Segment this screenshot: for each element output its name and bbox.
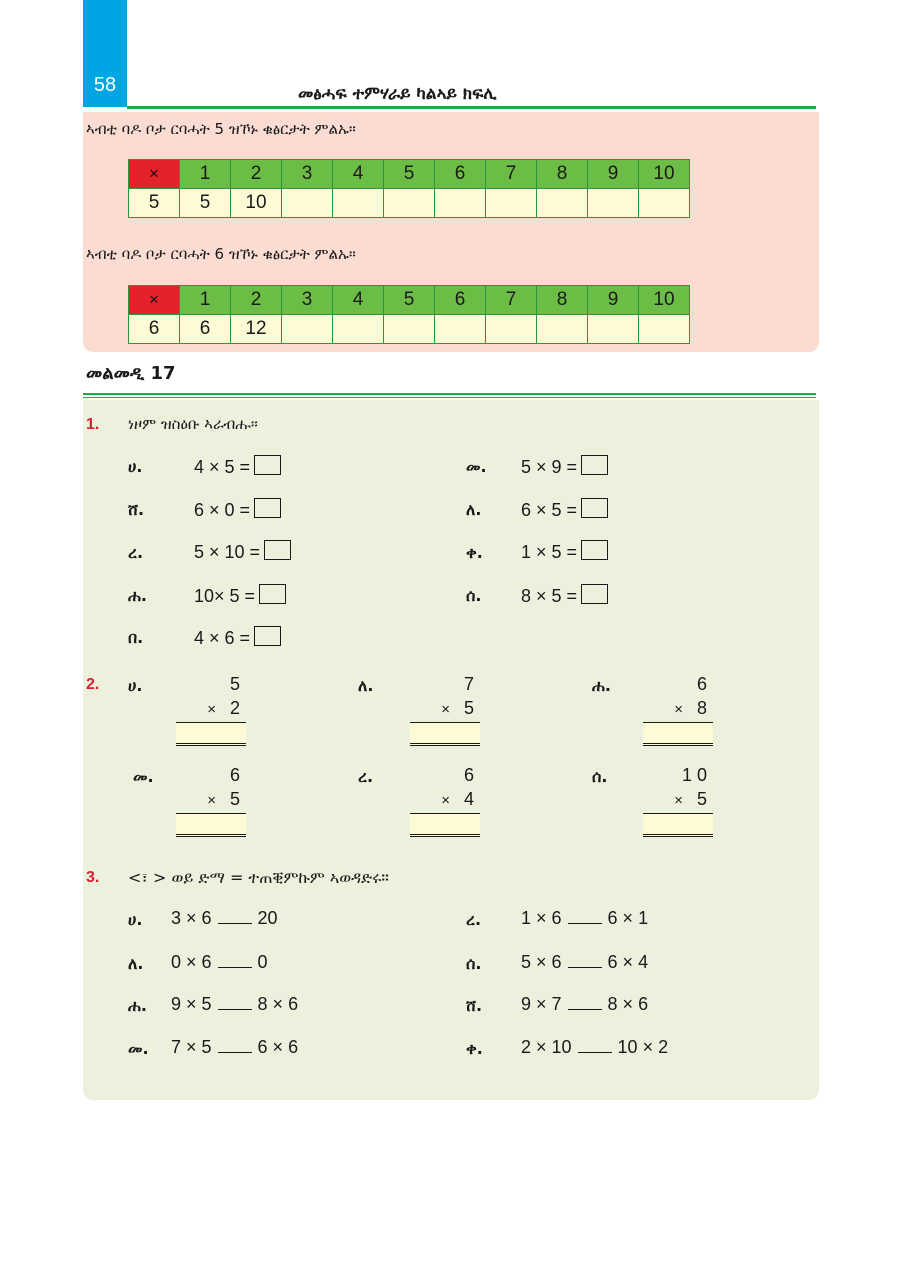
header-cell: 5 [384, 160, 435, 189]
expression: 5 × 10 = [194, 542, 261, 562]
vertical-multiplication [643, 765, 713, 837]
answer-cell[interactable]: 6 [180, 315, 231, 344]
row-label-cell: 6 [129, 315, 180, 344]
expression: 10× 5 = [194, 586, 256, 606]
answer-box[interactable] [259, 584, 286, 604]
left-expression: 7 × 5 [171, 1037, 212, 1057]
multiplicand: 5 [229, 674, 240, 694]
answer-box[interactable] [581, 584, 608, 604]
times-sign: × [441, 701, 450, 718]
question-3-text: <፣ > ወይ ድማ = ተጠቒምኩም ኣወዳድሩ። [128, 868, 389, 887]
multiplicand: 6 [696, 674, 707, 694]
answer-space[interactable] [176, 723, 246, 746]
item-letter: ሸ. [128, 500, 145, 519]
comparison-item [521, 1037, 668, 1058]
left-expression: 9 × 5 [171, 994, 212, 1014]
table1-instruction: ኣብቲ ባዶ ቦታ ርባሓት 5 ዝኾኑ ቁፅርታት ምልኡ። [86, 120, 356, 138]
row-label-cell: 5 [129, 189, 180, 218]
item-letter: ረ. [466, 910, 482, 929]
multiplier: 4 [463, 789, 474, 809]
answer-cell[interactable] [486, 315, 537, 344]
section-divider [83, 393, 816, 395]
item-letter: ሐ. [128, 996, 147, 1015]
question-number-1: 1. [86, 416, 100, 433]
header-cell: 1 [180, 160, 231, 189]
multiplication-item [521, 455, 608, 478]
item-letter: ለ. [128, 954, 144, 973]
item-letter: መ. [128, 1039, 149, 1058]
header-cell: 10 [639, 286, 690, 315]
left-expression: 5 × 6 [521, 952, 562, 972]
exercise-title: መልመዲ 17 [86, 363, 176, 384]
table2-instruction: ኣብቲ ባዶ ቦታ ርባሓት 6 ዝኾኑ ቁፅርታት ምልኡ። [86, 245, 356, 263]
expression: 8 × 5 = [521, 586, 578, 606]
multiplier: 5 [696, 789, 707, 809]
answer-cell[interactable] [333, 315, 384, 344]
times-sign: × [207, 701, 216, 718]
item-letter: ሀ. [128, 457, 143, 476]
right-expression: 0 [257, 952, 268, 972]
answer-cell[interactable] [435, 189, 486, 218]
times-sign: × [441, 792, 450, 809]
multiplier-row [176, 698, 246, 723]
item-letter: ለ. [466, 500, 482, 519]
comparison-blank[interactable] [578, 1038, 612, 1053]
page-number-tab [83, 0, 127, 107]
header-cell: 3 [282, 286, 333, 315]
comparison-blank[interactable] [568, 909, 602, 924]
answer-box[interactable] [254, 626, 281, 646]
item-letter: ሐ. [592, 676, 611, 695]
multiplicand: 7 [463, 674, 474, 694]
multiplication-item [194, 540, 291, 563]
multiplier-row [410, 698, 480, 723]
multiplication-table-5 [128, 159, 690, 218]
answer-box[interactable] [264, 540, 291, 560]
right-expression: 8 × 6 [607, 994, 649, 1014]
left-expression: 1 × 6 [521, 908, 562, 928]
item-letter: ሸ. [466, 996, 483, 1015]
comparison-item [171, 1037, 298, 1058]
answer-box[interactable] [581, 540, 608, 560]
comparison-item [521, 994, 648, 1015]
expression: 6 × 5 = [521, 500, 578, 520]
multiplier-row [176, 789, 246, 814]
comparison-blank[interactable] [218, 909, 252, 924]
multiplier-row [643, 789, 713, 814]
item-letter: ረ. [358, 767, 374, 786]
header-cell: 3 [282, 160, 333, 189]
left-expression: 2 × 10 [521, 1037, 572, 1057]
item-letter: መ. [466, 457, 487, 476]
expression: 4 × 5 = [194, 457, 251, 477]
header-cell: 8 [537, 286, 588, 315]
comparison-item [171, 952, 268, 973]
comparison-blank[interactable] [568, 995, 602, 1010]
item-letter: መ. [133, 767, 154, 786]
item-letter: ሐ. [128, 586, 147, 605]
multiplication-item [194, 626, 281, 649]
header-cell: 4 [333, 160, 384, 189]
answer-space[interactable] [176, 814, 246, 837]
right-expression: 10 × 2 [617, 1037, 669, 1057]
answer-space[interactable] [643, 814, 713, 837]
item-letter: ሰ. [466, 586, 482, 605]
vertical-multiplication [410, 674, 480, 746]
times-sign: × [674, 701, 683, 718]
header-cell: 8 [537, 160, 588, 189]
header-cell: 5 [384, 286, 435, 315]
item-letter: ቀ. [466, 543, 483, 562]
header-cell: 1 [180, 286, 231, 315]
multiplication-item [521, 498, 608, 521]
header-cell: 10 [639, 160, 690, 189]
multiplicand: 6 [463, 765, 474, 785]
expression: 5 × 9 = [521, 457, 578, 477]
multiply-symbol-cell: × [129, 160, 180, 189]
item-letter: ሀ. [128, 910, 143, 929]
header-cell: 2 [231, 286, 282, 315]
multiplier: 8 [696, 698, 707, 718]
multiplication-item [521, 584, 608, 607]
multiplicand: 1 0 [681, 765, 707, 785]
multiplication-item [194, 584, 286, 607]
expression: 4 × 6 = [194, 628, 251, 648]
expression: 1 × 5 = [521, 542, 578, 562]
multiplier-row [643, 698, 713, 723]
comparison-item [171, 994, 298, 1015]
multiplicand: 6 [229, 765, 240, 785]
expression: 6 × 0 = [194, 500, 251, 520]
header-cell: 7 [486, 160, 537, 189]
header-cell: 9 [588, 286, 639, 315]
item-letter: ሰ. [466, 954, 482, 973]
answer-cell[interactable] [639, 315, 690, 344]
comparison-blank[interactable] [568, 953, 602, 968]
item-letter: ሀ. [128, 676, 143, 695]
multiplication-item [194, 455, 281, 478]
page-number: 58 [93, 74, 117, 96]
right-expression: 20 [257, 908, 278, 928]
answer-cell[interactable] [486, 189, 537, 218]
multiplier-row [410, 789, 480, 814]
header-cell: 6 [435, 160, 486, 189]
answer-cell[interactable] [282, 189, 333, 218]
multiplication-table-6 [128, 285, 690, 344]
multiplication-item [194, 498, 281, 521]
question-1-text: ነዞም ዝስዕቡ ኣራብሑ። [128, 415, 258, 433]
comparison-blank[interactable] [218, 953, 252, 968]
right-expression: 6 × 4 [607, 952, 649, 972]
left-expression: 0 × 6 [171, 952, 212, 972]
answer-cell[interactable] [282, 315, 333, 344]
header-cell: 2 [231, 160, 282, 189]
vertical-multiplication [643, 674, 713, 746]
answer-box[interactable] [581, 455, 608, 475]
answer-cell[interactable] [384, 315, 435, 344]
answer-box[interactable] [254, 455, 281, 475]
times-sign: × [207, 792, 216, 809]
comparison-blank[interactable] [218, 995, 252, 1010]
question-number-2: 2. [86, 676, 100, 693]
item-letter: ቀ. [466, 1039, 483, 1058]
answer-cell[interactable] [435, 315, 486, 344]
vertical-multiplication [410, 765, 480, 837]
answer-cell[interactable] [588, 189, 639, 218]
answer-space[interactable] [410, 814, 480, 837]
vertical-multiplication [176, 765, 246, 837]
comparison-item [171, 908, 278, 929]
item-letter: ሰ. [592, 767, 608, 786]
section-divider-thin [83, 397, 816, 398]
comparison-blank[interactable] [218, 1038, 252, 1053]
answer-cell[interactable]: 12 [231, 315, 282, 344]
multiplier: 2 [229, 698, 240, 718]
answer-cell[interactable] [333, 189, 384, 218]
answer-cell[interactable] [537, 315, 588, 344]
right-expression: 6 × 6 [257, 1037, 299, 1057]
multiplier: 5 [229, 789, 240, 809]
answer-cell[interactable] [537, 189, 588, 218]
header-cell: 6 [435, 286, 486, 315]
header-cell: 9 [588, 160, 639, 189]
multiplier: 5 [463, 698, 474, 718]
times-sign: × [674, 792, 683, 809]
left-expression: 9 × 7 [521, 994, 562, 1014]
multiplication-item [521, 540, 608, 563]
answer-space[interactable] [643, 723, 713, 746]
answer-space[interactable] [410, 723, 480, 746]
answer-cell[interactable]: 5 [180, 189, 231, 218]
header-cell: 7 [486, 286, 537, 315]
header-cell: 4 [333, 286, 384, 315]
multiply-symbol-cell: × [129, 286, 180, 315]
answer-cell[interactable] [384, 189, 435, 218]
item-letter: ለ. [358, 676, 374, 695]
answer-box[interactable] [581, 498, 608, 518]
answer-cell[interactable] [588, 315, 639, 344]
right-expression: 6 × 1 [607, 908, 649, 928]
answer-box[interactable] [254, 498, 281, 518]
left-expression: 3 × 6 [171, 908, 212, 928]
item-letter: በ. [128, 628, 144, 647]
answer-cell[interactable]: 10 [231, 189, 282, 218]
header-divider [127, 106, 816, 109]
right-expression: 8 × 6 [257, 994, 299, 1014]
vertical-multiplication [176, 674, 246, 746]
answer-cell[interactable] [639, 189, 690, 218]
book-title: መፅሓፍ ተምሃራይ ካልኣይ ክፍሊ [298, 84, 497, 104]
item-letter: ረ. [128, 543, 144, 562]
question-number-3: 3. [86, 869, 100, 886]
comparison-item [521, 952, 648, 973]
comparison-item [521, 908, 648, 929]
